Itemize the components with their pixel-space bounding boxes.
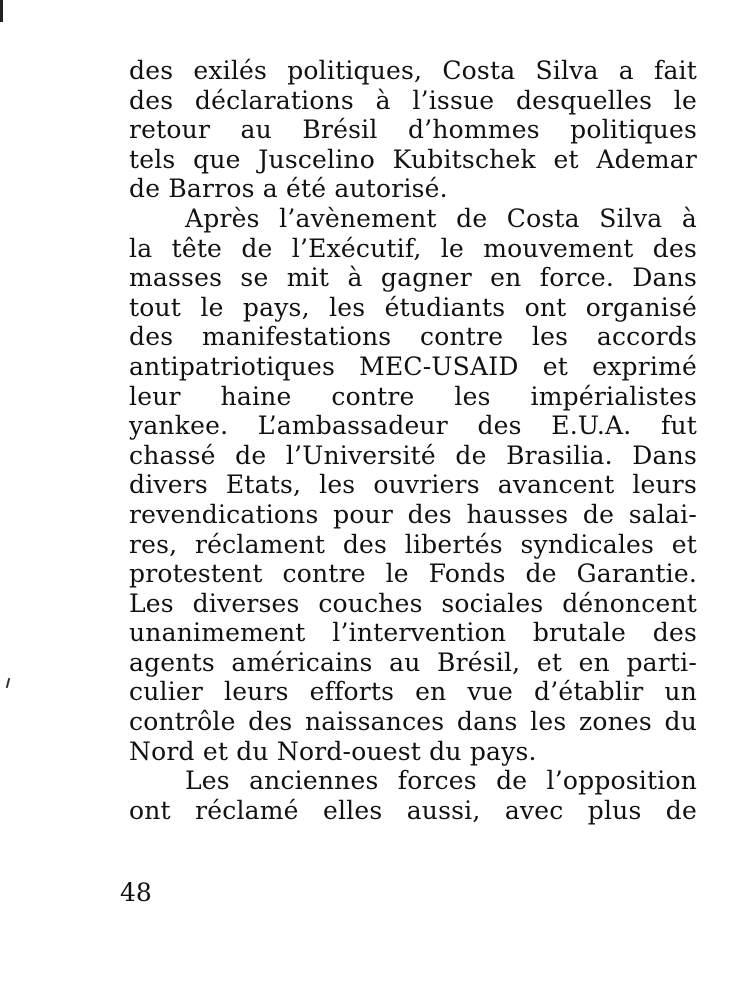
body-text <box>129 56 697 825</box>
text-line: des manifestations contre les accords <box>129 322 697 352</box>
text-line: culier leurs efforts en vue d’établir un <box>129 677 697 707</box>
text-line: revendications pour des hausses de salai- <box>129 499 697 529</box>
text-line: leur haine contre les impérialistes <box>129 381 697 411</box>
text-line: Les diverses couches sociales dénoncent <box>129 588 697 618</box>
text-line: protestent contre le Fonds de Garantie. <box>129 559 697 589</box>
text-line: la tête de l’Exécutif, le mouvement des <box>129 233 697 263</box>
page-edge-mark <box>0 0 3 22</box>
text-line: retour au Brésil d’hommes politiques <box>129 115 697 145</box>
text-line: Les anciennes forces de l’opposition <box>185 766 697 796</box>
text-line: divers Etats, les ouvriers avancent leurs <box>129 470 697 500</box>
text-line: unanimement l’intervention brutale des <box>129 618 697 648</box>
text-line: masses se mit à gagner en force. Dans <box>129 263 697 293</box>
page-number: 48 <box>120 878 152 907</box>
text-line: chassé de l’Université de Brasilia. Dans <box>129 440 697 470</box>
text-line: yankee. L’ambassadeur des E.U.A. fut <box>129 411 697 441</box>
text-line: agents américains au Brésil, et en parti- <box>129 647 697 677</box>
text-line: antipatriotiques MEC-USAID et exprimé <box>129 351 697 381</box>
text-line: des exilés politiques, Costa Silva a fait <box>129 56 697 85</box>
text-line: des déclarations à l’issue desquelles le <box>129 85 697 115</box>
text-line: Après l’avènement de Costa Silva à <box>185 203 697 233</box>
text-line: res, réclament des libertés syndicales et <box>129 529 697 559</box>
text-line: contrôle des naissances dans les zones du <box>129 707 697 737</box>
text-line: tout le pays, les étudiants ont organisé <box>129 292 697 322</box>
text-line: de Barros a été autorisé. <box>129 174 448 204</box>
text-line: tels que Juscelino Kubitschek et Ademar <box>129 144 697 174</box>
stray-ink-mark <box>6 678 11 688</box>
text-line: Nord et du Nord-ouest du pays. <box>129 736 537 766</box>
text-line: ont réclamé elles aussi, avec plus de <box>129 795 697 825</box>
